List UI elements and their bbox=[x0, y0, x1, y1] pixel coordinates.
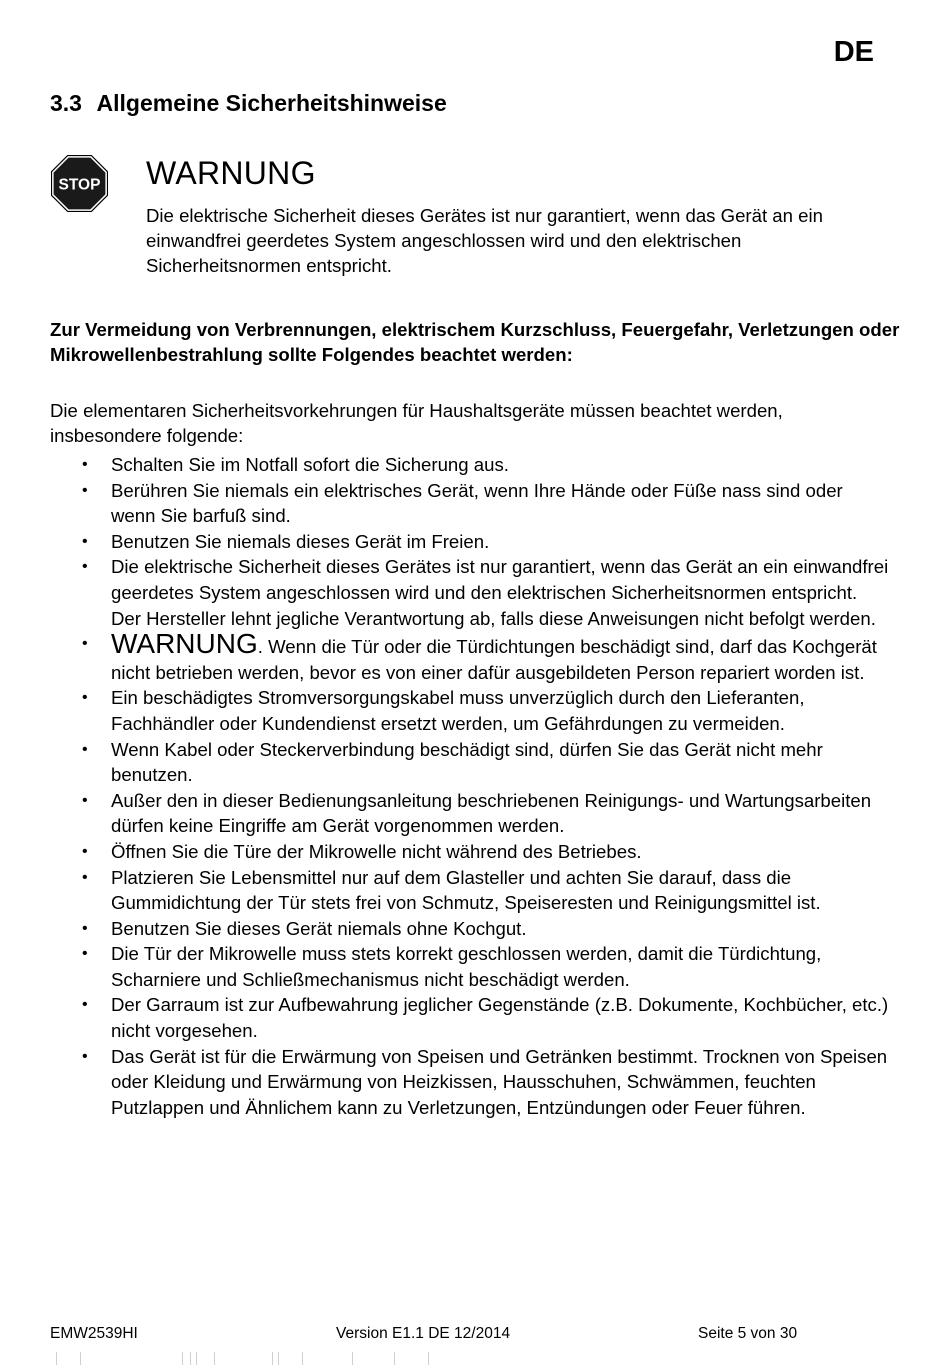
footer-version: Version E1.1 DE 12/2014 bbox=[336, 1325, 511, 1342]
list-item-text: Benutzen Sie niemals dieses Gerät im Freien. bbox=[111, 530, 490, 552]
intro-paragraph: Die elementaren Sicherheitsvorkehrungen für Haushaltsgeräte müssen beachtet werden, insbesondere folgende: bbox=[50, 400, 783, 446]
list-item bbox=[0, 788, 891, 839]
bullet-glyph: • bbox=[82, 919, 88, 937]
section-title: Allgemeine Sicherheitshinweise bbox=[96, 90, 447, 116]
list-item-text: Das Gerät ist für die Erwärmung von Speisen und Getränken bestimmt. Trocknen von Speisen oder Kleidung und Erwärmung von Heizkissen, Hausschuhen, Schwämmen, feuchten Putzlappen und Ähnlichem kann zu Verletzungen, Entzündungen oder Feuer führen. bbox=[111, 1045, 888, 1118]
scan-artifact-marks bbox=[56, 1352, 436, 1366]
bullet-glyph: • bbox=[82, 481, 88, 499]
bullet-glyph: • bbox=[82, 791, 88, 809]
bullet-glyph: • bbox=[82, 945, 88, 963]
list-item bbox=[0, 865, 891, 916]
list-item-text: Die Tür der Mikrowelle muss stets korrekt geschlossen werden, damit die Türdichtung, Scharniere und Schließmechanismus nicht beschädigt werden. bbox=[111, 943, 822, 990]
list-item bbox=[0, 452, 891, 478]
bullet-glyph: • bbox=[82, 532, 88, 550]
list-item bbox=[0, 478, 891, 529]
bullet-glyph: • bbox=[82, 868, 88, 886]
footer-model: EMW2539HI bbox=[50, 1325, 138, 1342]
list-item bbox=[0, 628, 891, 685]
section-number: 3.3 bbox=[50, 90, 82, 116]
list-item-text: Außer den in dieser Bedienungsanleitung beschriebenen Reinigungs- und Wartungsarbeiten dürfen keine Eingriffe am Gerät vorgenommen werden. bbox=[111, 789, 872, 837]
list-item-text: Schalten Sie im Notfall sofort die Sicherung aus. bbox=[111, 454, 509, 475]
inline-warning-label: WARNUNG bbox=[111, 628, 258, 660]
stop-sign-text: STOP bbox=[58, 176, 101, 194]
list-item-text: Wenn Kabel oder Steckerverbindung beschädigt sind, dürfen Sie das Gerät nicht mehr benutzen. bbox=[111, 738, 823, 786]
bullet-glyph: • bbox=[82, 558, 88, 576]
bullet-glyph: • bbox=[82, 689, 88, 707]
list-item bbox=[0, 839, 891, 865]
bullet-glyph: • bbox=[82, 996, 88, 1014]
bullet-glyph: • bbox=[82, 740, 88, 758]
footer-page-number: Seite 5 von 30 bbox=[698, 1325, 798, 1342]
inline-warning-separator: . bbox=[257, 636, 269, 658]
bold-intro-paragraph: Zur Vermeidung von Verbrennungen, elektrischem Kurzschluss, Feuergefahr, Verletzungen oder Mikrowellenbestrahlung sollte Folgendes beachtet werden: bbox=[50, 319, 900, 365]
list-item bbox=[0, 685, 891, 736]
bullet-glyph: • bbox=[82, 635, 88, 653]
list-item-text: Benutzen Sie dieses Gerät niemals ohne Kochgut. bbox=[111, 917, 527, 939]
bullet-glyph: • bbox=[82, 1047, 88, 1065]
stop-sign-icon bbox=[51, 155, 108, 212]
list-item-text: Berühren Sie niemals ein elektrisches Gerät, wenn Ihre Hände oder Füße nass sind oder wenn Sie barfuß sind. bbox=[111, 479, 843, 527]
list-item bbox=[0, 737, 891, 788]
bullet-glyph: • bbox=[82, 456, 88, 473]
warning-heading: WARNUNG bbox=[146, 155, 316, 191]
list-item bbox=[0, 916, 891, 942]
safety-bullet-list bbox=[0, 452, 950, 1120]
list-item bbox=[0, 554, 891, 631]
language-code: DE bbox=[833, 36, 874, 68]
list-item bbox=[0, 992, 891, 1043]
list-item-text: Ein beschädigtes Stromversorgungskabel muss unverzüglich durch den Lieferanten, Fachhändler oder Kundendienst ersetzt werden, um Gefährdungen zu vermeiden. bbox=[111, 687, 805, 734]
section-heading bbox=[50, 90, 447, 117]
list-item bbox=[0, 941, 891, 992]
warning-text: Die elektrische Sicherheit dieses Gerätes ist nur garantiert, wenn das Gerät an ein einwandfrei geerdetes System angeschlossen wird und den elektrischen Sicherheitsnormen entspricht. bbox=[146, 205, 823, 276]
list-item-text: Platzieren Sie Lebensmittel nur auf dem Glasteller und achten Sie darauf, dass die Gummidichtung der Tür stets frei von Schmutz, Speiseresten und Reinigungsmittel ist. bbox=[111, 866, 821, 914]
list-item-text: Die elektrische Sicherheit dieses Gerätes ist nur garantiert, wenn das Gerät an ein einwandfrei geerdetes System angeschlossen wird und den elektrischen Sicherheitsnormen entspricht. Der Hersteller lehnt jegliche Verantwortung ab, falls diese Anweisungen nicht befolgt werden. bbox=[111, 556, 889, 629]
list-item-text: Wenn die Tür oder die Türdichtungen beschädigt sind, darf das Kochgerät nicht betrieben werden, bevor es von einer dafür ausgebildeten Person repariert worden ist. bbox=[111, 636, 877, 683]
list-item bbox=[0, 1044, 891, 1121]
list-item bbox=[0, 529, 891, 555]
bullet-glyph: • bbox=[82, 842, 88, 860]
list-item-text: Der Garraum ist zur Aufbewahrung jeglicher Gegenstände (z.B. Dokumente, Kochbücher, etc.) nicht vorgesehen. bbox=[111, 994, 889, 1042]
list-item-text: Öffnen Sie die Türe der Mikrowelle nicht während des Betriebes. bbox=[111, 840, 642, 862]
